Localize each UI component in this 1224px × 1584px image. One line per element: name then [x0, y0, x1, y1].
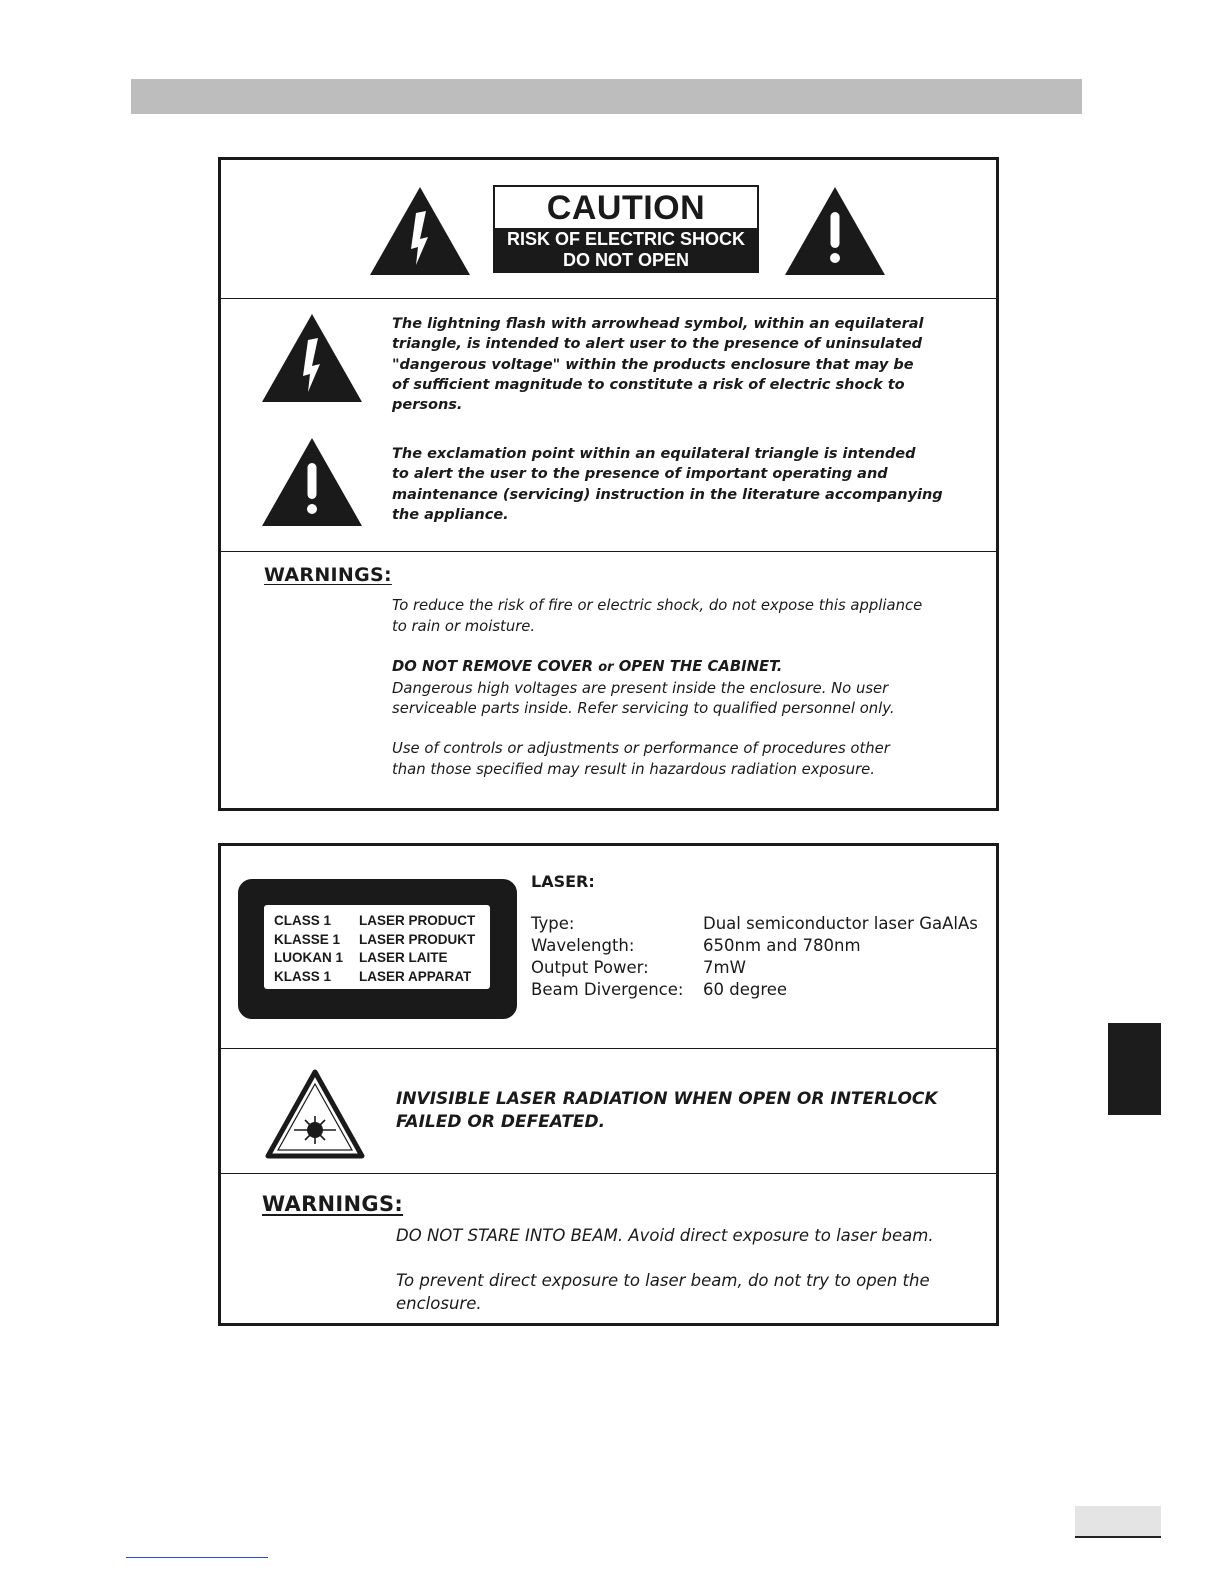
- text-line: Use of controls or adjustments or performance of procedures other: [392, 740, 890, 757]
- product-text: LASER APPARAT: [359, 969, 472, 984]
- text-line: "dangerous voltage" within the products enclosure that may be: [392, 356, 914, 373]
- spec-key: Wavelength:: [531, 936, 635, 955]
- text-line: to alert the user to the presence of important operating and: [392, 466, 888, 483]
- section-tab: [1108, 1023, 1161, 1115]
- text-span: or: [598, 660, 614, 675]
- laser-radiation-warning: [396, 1088, 938, 1134]
- text-line: FAILED OR DEFEATED.: [396, 1112, 606, 1132]
- text-line: To prevent direct exposure to laser beam, do not try to open the: [396, 1271, 930, 1290]
- warning-paragraph-fire: [392, 596, 922, 637]
- caution-line-1: RISK OF ELECTRIC SHOCK: [506, 229, 745, 249]
- spec-value: Dual semiconductor laser GaAlAs: [703, 914, 978, 933]
- cover-warning-title: [392, 657, 895, 679]
- spec-key: Type:: [531, 914, 575, 933]
- text-line: triangle, is intended to alert user to the presence of uninsulated: [392, 336, 923, 353]
- class-text: KLASSE 1: [274, 932, 341, 947]
- header-bar: [131, 79, 1082, 114]
- page-number-box: [1075, 1506, 1161, 1538]
- spec-value: 650nm and 780nm: [703, 936, 861, 955]
- exclamation-symbol-description: [392, 444, 943, 525]
- warning-paragraph-cover: [392, 657, 895, 720]
- laser-class-label: [238, 879, 517, 1019]
- text-line: INVISIBLE LASER RADIATION WHEN OPEN OR INTERLOCK: [396, 1089, 938, 1109]
- class-text: LUOKAN 1: [274, 950, 344, 965]
- text-line: The lightning flash with arrowhead symbol, within an equilateral: [392, 316, 924, 332]
- text-line: To reduce the risk of fire or electric shock, do not expose this appliance: [392, 597, 923, 614]
- text-line: persons.: [392, 397, 463, 414]
- product-text: LASER PRODUCT: [359, 913, 476, 928]
- spec-value: 7mW: [703, 958, 746, 977]
- text-line: than those specified may result in hazardous radiation exposure.: [392, 760, 875, 778]
- caution-label: [493, 185, 759, 273]
- divider: [221, 1048, 996, 1049]
- class-text: CLASS 1: [274, 913, 332, 928]
- lightning-triangle-icon: [370, 187, 470, 275]
- lightning-symbol-description: [392, 314, 924, 415]
- caution-subtitle: [495, 228, 757, 271]
- warning-paragraph-controls: [392, 739, 890, 780]
- lightning-triangle-icon: [262, 314, 362, 402]
- laser-panel: [218, 843, 999, 1326]
- caution-line-2: DO NOT OPEN: [562, 250, 689, 270]
- laser-specs-heading: LASER:: [531, 872, 595, 891]
- exclamation-triangle-icon: [785, 187, 885, 275]
- spec-value: 60 degree: [703, 980, 788, 999]
- warnings-heading: WARNINGS:: [262, 1192, 404, 1216]
- divider: [221, 298, 996, 299]
- text-line: maintenance (servicing) instruction in the literature accompanying: [392, 486, 943, 503]
- product-text: LASER LAITE: [359, 950, 448, 965]
- caution-panel: [218, 157, 999, 811]
- beam-warning: DO NOT STARE INTO BEAM. Avoid direct exposure to laser beam.: [396, 1226, 934, 1245]
- exclamation-triangle-icon: [262, 438, 362, 526]
- laser-class-label-inner: [264, 905, 490, 989]
- divider: [221, 551, 996, 552]
- text-line: The exclamation point within an equilateral triangle is intended: [392, 446, 916, 462]
- product-text: LASER PRODUKT: [359, 932, 476, 947]
- warnings-heading: WARNINGS:: [264, 564, 392, 586]
- laser-radiation-warning-icon: [264, 1068, 366, 1160]
- text-line: of sufficient magnitude to constitute a risk of electric shock to: [392, 376, 905, 393]
- divider: [221, 1173, 996, 1174]
- spec-key: Beam Divergence:: [531, 980, 684, 999]
- text-line: to rain or moisture.: [392, 617, 536, 635]
- footer-rule: [126, 1557, 268, 1558]
- caution-title: CAUTION: [546, 189, 706, 227]
- text-line: Dangerous high voltages are present inside the enclosure. No user: [392, 679, 889, 697]
- enclosure-warning: [396, 1269, 930, 1315]
- spec-key: Output Power:: [531, 958, 649, 977]
- text-span: DO NOT REMOVE COVER: [392, 658, 599, 675]
- class-text: KLASS 1: [274, 969, 332, 984]
- text-line: serviceable parts inside. Refer servicing to qualified personnel only.: [392, 700, 895, 717]
- text-line: enclosure.: [396, 1294, 482, 1313]
- text-span: OPEN THE CABINET.: [613, 658, 783, 675]
- text-line: the appliance.: [392, 506, 509, 523]
